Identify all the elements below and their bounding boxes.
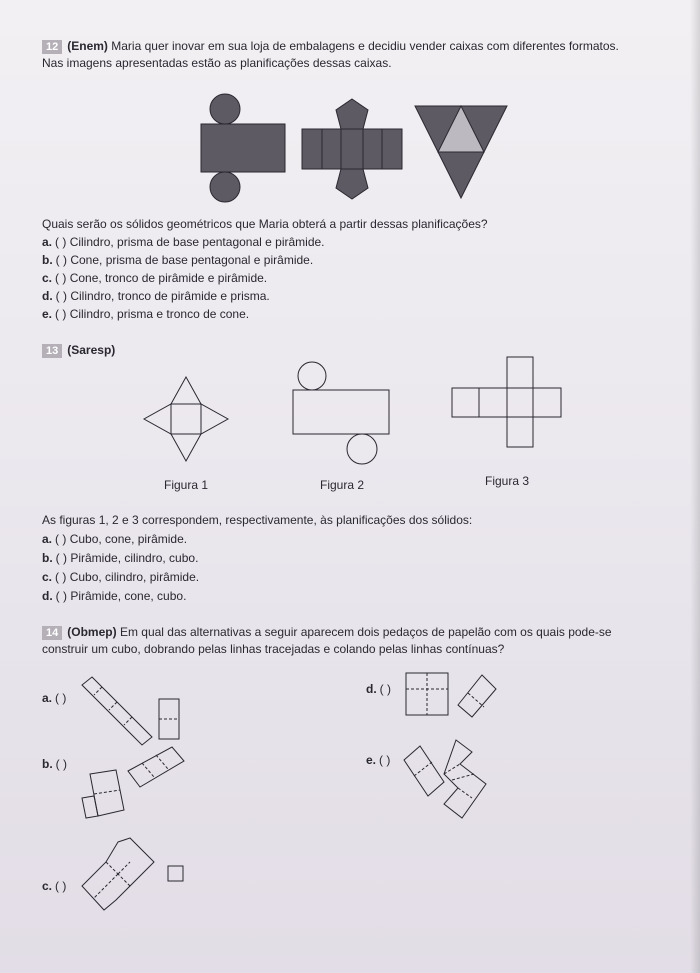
q14-option-c[interactable]: c. ( ) xyxy=(42,879,67,893)
q14-source: (Obmep) xyxy=(67,625,117,639)
answer-checkbox[interactable]: ( ) xyxy=(55,551,67,565)
q13-option-a[interactable]: a. ( ) Cubo, cone, pirâmide. xyxy=(42,532,188,546)
q14-option-a-figure xyxy=(80,675,190,745)
q12-net-pentagonal-prism xyxy=(300,97,405,201)
q14-option-e[interactable]: e. ( ) xyxy=(366,753,391,767)
q14-statement-1: Em qual das alternativas a seguir aparecem dois pedaços de papelão com os quais pode-se xyxy=(119,625,612,639)
q12-option-d[interactable]: d. ( ) Cilindro, tronco de pirâmide e prisma. xyxy=(42,289,270,303)
q12-option-e[interactable]: e. ( ) Cilindro, prisma e tronco de cone. xyxy=(42,307,250,321)
answer-checkbox[interactable]: ( ) xyxy=(55,271,67,285)
q12-statement-1: Maria quer inovar em sua loja de embalagens e decidiu vender caixas com diferentes formatos. xyxy=(111,39,619,53)
answer-checkbox[interactable]: ( ) xyxy=(379,753,391,767)
q13-figure-3-net xyxy=(450,355,565,450)
answer-checkbox[interactable]: ( ) xyxy=(55,570,67,584)
q14-statement-2: construir um cubo, dobrando pelas linhas tracejadas e colando pelas linhas contínuas? xyxy=(42,642,505,656)
q14-option-b[interactable]: b. ( ) xyxy=(42,757,67,771)
page-edge-shadow xyxy=(690,0,700,973)
answer-checkbox[interactable]: ( ) xyxy=(55,757,67,771)
q12-number: 12 xyxy=(42,40,62,54)
answer-checkbox[interactable]: ( ) xyxy=(55,307,67,321)
q14-option-d-figure xyxy=(404,671,499,721)
q13-figure-2-net xyxy=(290,360,390,466)
q12-option-c[interactable]: c. ( ) Cone, tronco de pirâmide e pirâmide. xyxy=(42,271,268,285)
q13-header xyxy=(42,342,115,358)
q13-figure-2-label: Figura 2 xyxy=(320,478,365,492)
q13-option-c[interactable]: c. ( ) Cubo, cilindro, pirâmide. xyxy=(42,570,200,584)
q12-header xyxy=(42,38,619,54)
q12-net-pyramid xyxy=(413,104,509,200)
q13-option-d[interactable]: d. ( ) Pirâmide, cone, cubo. xyxy=(42,589,187,603)
q12-source: (Enem) xyxy=(67,39,108,53)
q14-option-c-figure xyxy=(78,836,188,916)
q14-option-d[interactable]: d. ( ) xyxy=(366,682,391,696)
q12-question: Quais serão os sólidos geométricos que Maria obterá a partir dessas planificações? xyxy=(42,217,488,231)
q13-question: As figuras 1, 2 e 3 correspondem, respectivamente, às planificações dos sólidos: xyxy=(42,513,473,527)
q12-option-b[interactable]: b. ( ) Cone, prisma de base pentagonal e pirâmide. xyxy=(42,253,314,267)
q14-option-e-figure xyxy=(400,738,495,820)
q12-statement-2: Nas imagens apresentadas estão as planificações dessas caixas. xyxy=(42,56,392,70)
answer-checkbox[interactable]: ( ) xyxy=(55,532,67,546)
q13-source: (Saresp) xyxy=(67,343,116,357)
q12-option-a[interactable]: a. ( ) Cilindro, prisma de base pentagonal e pirâmide. xyxy=(42,235,325,249)
q14-option-a[interactable]: a. ( ) xyxy=(42,691,67,705)
q13-figure-1-label: Figura 1 xyxy=(164,478,209,492)
q13-figure-3-label: Figura 3 xyxy=(485,474,530,488)
q14-header xyxy=(42,624,612,640)
q13-figure-1-net xyxy=(142,375,230,463)
answer-checkbox[interactable]: ( ) xyxy=(55,879,67,893)
q13-option-b[interactable]: b. ( ) Pirâmide, cilindro, cubo. xyxy=(42,551,199,565)
q14-number: 14 xyxy=(42,626,62,640)
answer-checkbox[interactable]: ( ) xyxy=(55,589,67,603)
answer-checkbox[interactable]: ( ) xyxy=(55,289,67,303)
answer-checkbox[interactable]: ( ) xyxy=(379,682,391,696)
q13-number: 13 xyxy=(42,344,62,358)
answer-checkbox[interactable]: ( ) xyxy=(55,235,67,249)
answer-checkbox[interactable]: ( ) xyxy=(55,691,67,705)
answer-checkbox[interactable]: ( ) xyxy=(55,253,67,267)
q12-net-cylinder xyxy=(195,92,290,204)
q14-option-b-figure-2 xyxy=(80,770,126,826)
